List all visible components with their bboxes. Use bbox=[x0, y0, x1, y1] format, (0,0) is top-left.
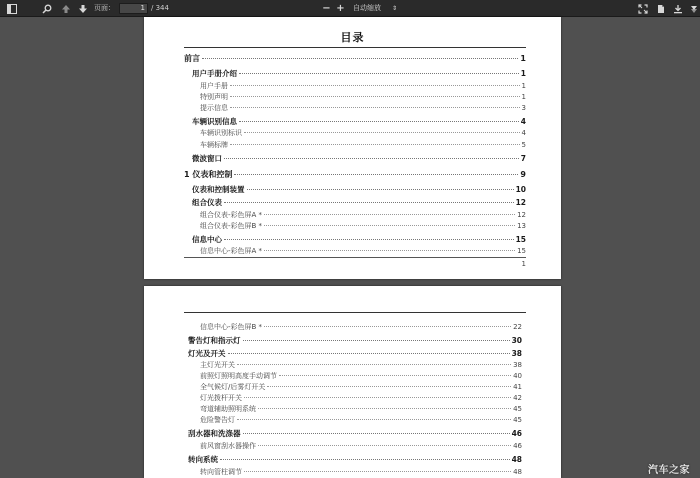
toc-entry-label: 特别声明 bbox=[200, 93, 228, 101]
leader-dots bbox=[202, 58, 518, 59]
leader-dots bbox=[243, 433, 510, 434]
toc-entry[interactable] bbox=[200, 81, 526, 91]
leader-dots bbox=[239, 73, 519, 74]
leader-dots bbox=[230, 96, 520, 97]
toc-entry-page: 38 bbox=[513, 361, 522, 369]
toc-entry-page: 1 bbox=[521, 82, 526, 90]
toc-entry-page: 9 bbox=[520, 170, 526, 179]
toc-entry-label: 前风窗刮水器操作 bbox=[200, 442, 256, 450]
toc-entry-page: 46 bbox=[511, 429, 522, 438]
next-page-icon[interactable] bbox=[76, 2, 89, 15]
page-number-input[interactable]: 1 bbox=[119, 3, 148, 14]
toc-entry-page: 48 bbox=[513, 468, 522, 476]
footer-divider bbox=[184, 257, 526, 258]
leader-dots bbox=[258, 445, 511, 446]
leader-dots bbox=[264, 225, 515, 226]
leader-dots bbox=[234, 174, 518, 175]
leader-dots bbox=[258, 408, 511, 409]
toc-entry[interactable] bbox=[188, 348, 522, 359]
toc-entry-label: 转向系统 bbox=[188, 455, 218, 464]
sidebar-toggle-icon[interactable] bbox=[5, 2, 18, 15]
toc-entry-page: 4 bbox=[521, 129, 526, 137]
toc-entry[interactable] bbox=[188, 428, 522, 439]
toc-entry-label: 信息中心-彩色屏B * bbox=[200, 323, 263, 331]
toc-entry[interactable] bbox=[200, 393, 522, 403]
toc-entry-label: 警告灯和指示灯 bbox=[188, 336, 241, 345]
tools-menu-icon[interactable] bbox=[687, 2, 700, 15]
toc-entry-label: 前言 bbox=[184, 54, 200, 63]
pdf-page-2 bbox=[144, 286, 561, 478]
leader-dots bbox=[244, 132, 520, 133]
toc-entry-page: 3 bbox=[521, 104, 526, 112]
toc-entry[interactable] bbox=[188, 335, 522, 346]
toc-entry[interactable] bbox=[192, 234, 526, 245]
toc-entry[interactable] bbox=[200, 221, 526, 231]
toc-entry[interactable] bbox=[192, 153, 526, 164]
toc-entry-page: 38 bbox=[511, 349, 522, 358]
toc-entry-page: 40 bbox=[513, 372, 522, 380]
toc-entry[interactable] bbox=[200, 404, 522, 414]
toc-entry-label: 用户手册 bbox=[200, 82, 228, 90]
toc-entry[interactable] bbox=[200, 415, 522, 425]
toc-entry-label: 弯道辅助照明系统 bbox=[200, 405, 256, 413]
zoom-out-button[interactable]: − bbox=[322, 3, 331, 14]
toc-entry[interactable] bbox=[200, 246, 526, 256]
toc-entry-page: 22 bbox=[513, 323, 522, 331]
leader-dots bbox=[279, 375, 511, 376]
toc-entry-page: 41 bbox=[513, 383, 522, 391]
leader-dots bbox=[224, 202, 514, 203]
toc-entry-page: 13 bbox=[517, 222, 526, 230]
title-divider bbox=[184, 47, 526, 48]
toc-entry[interactable] bbox=[200, 92, 526, 102]
toc-entry-page: 4 bbox=[520, 117, 526, 126]
toc-entry[interactable] bbox=[184, 53, 526, 64]
toc-entry-page: 48 bbox=[511, 455, 522, 464]
toc-entry-label: 车辆识别标识 bbox=[200, 129, 242, 137]
toc-entry-label: 组合仪表-彩色屏B * bbox=[200, 222, 263, 230]
leader-dots bbox=[244, 397, 511, 398]
chevron-updown-icon: ⇕ bbox=[391, 5, 397, 12]
toc-entry-page: 42 bbox=[513, 394, 522, 402]
page-total: / 344 bbox=[151, 4, 169, 12]
leader-dots bbox=[220, 459, 510, 460]
toc-entry-label: 车辆识别信息 bbox=[192, 117, 237, 126]
leader-dots bbox=[244, 471, 511, 472]
toc-title: 目录 bbox=[340, 31, 365, 44]
leader-dots bbox=[264, 326, 511, 327]
search-icon[interactable] bbox=[40, 2, 53, 15]
pdf-page-1 bbox=[144, 17, 561, 279]
toc-entry[interactable] bbox=[192, 197, 526, 208]
watermark-logo: 汽车之家 bbox=[648, 465, 690, 476]
toc-entry[interactable] bbox=[200, 210, 526, 220]
leader-dots bbox=[230, 107, 520, 108]
page-label: 页面： bbox=[94, 4, 115, 12]
header-divider bbox=[184, 312, 526, 313]
toc-entry[interactable] bbox=[200, 441, 522, 451]
toc-entry[interactable] bbox=[200, 103, 526, 113]
toc-entry-label: 提示信息 bbox=[200, 104, 228, 112]
toc-entry[interactable] bbox=[200, 371, 522, 381]
toc-entry-label: 信息中心 bbox=[192, 235, 222, 244]
toc-entry-page: 5 bbox=[521, 141, 526, 149]
previous-page-icon[interactable] bbox=[59, 2, 72, 15]
toc-entry-page: 12 bbox=[517, 211, 526, 219]
toc-entry-page: 15 bbox=[517, 247, 526, 255]
toc-entry-label: 刮水器和洗涤器 bbox=[188, 429, 241, 438]
page-footer bbox=[184, 260, 526, 268]
toc-entry-page: 10 bbox=[515, 185, 526, 194]
toc-entry-label: 转向管柱调节 bbox=[200, 468, 242, 476]
viewer-toolbar bbox=[0, 0, 700, 17]
download-icon[interactable] bbox=[671, 2, 684, 15]
toc-entry[interactable] bbox=[200, 128, 526, 138]
toc-entry-label: 组合仪表 bbox=[192, 198, 222, 207]
toc-entry[interactable] bbox=[192, 116, 526, 127]
toc-entry-page: 12 bbox=[515, 198, 526, 207]
toc-entry-label: 组合仪表-彩色屏A * bbox=[200, 211, 263, 219]
leader-dots bbox=[230, 85, 520, 86]
toc-entry[interactable] bbox=[200, 382, 522, 392]
leader-dots bbox=[237, 419, 511, 420]
zoom-select[interactable] bbox=[348, 3, 400, 14]
toc-entry-page: 1 bbox=[520, 54, 526, 63]
toc-entry[interactable] bbox=[188, 454, 522, 465]
toc-entry-page: 1 bbox=[520, 69, 526, 78]
toc-entry-page: 30 bbox=[511, 336, 522, 345]
toc-entry[interactable] bbox=[200, 140, 526, 150]
toc-entry-label: 信息中心-彩色屏A * bbox=[200, 247, 263, 255]
toc-entry[interactable] bbox=[200, 360, 522, 370]
toc-entry-page: 15 bbox=[515, 235, 526, 244]
toc-entry-page: 46 bbox=[513, 442, 522, 450]
toc-entry-page: 45 bbox=[513, 416, 522, 424]
leader-dots bbox=[230, 144, 520, 145]
toc-entry[interactable] bbox=[184, 169, 526, 180]
toc-entry-page: 45 bbox=[513, 405, 522, 413]
leader-dots bbox=[224, 158, 519, 159]
toc-entry-label: 用户手册介绍 bbox=[192, 69, 237, 78]
toc-entry[interactable] bbox=[200, 322, 522, 332]
leader-dots bbox=[239, 121, 519, 122]
leader-dots bbox=[264, 250, 515, 251]
toc-entry-label: 1 仪表和控制 bbox=[184, 170, 233, 179]
toc-entry-page: 7 bbox=[520, 154, 526, 163]
toc-entry-label: 前照灯照明高度手动调节 bbox=[200, 372, 277, 380]
toc-entry-label: 仪表和控制装置 bbox=[192, 185, 245, 194]
open-file-icon[interactable] bbox=[654, 2, 667, 15]
leader-dots bbox=[228, 353, 510, 354]
leader-dots bbox=[237, 364, 511, 365]
fullscreen-icon[interactable] bbox=[636, 2, 649, 15]
page-footer-number: 1 bbox=[521, 260, 526, 268]
leader-dots bbox=[267, 386, 511, 387]
leader-dots bbox=[224, 239, 514, 240]
toc-entry-label: 车辆标牌 bbox=[200, 141, 228, 149]
toc-entry-label: 危险警告灯 bbox=[200, 416, 235, 424]
toc-entry-label: 主灯光开关 bbox=[200, 361, 235, 369]
toc-entry-label: 微波窗口 bbox=[192, 154, 222, 163]
zoom-select-value: 自动缩放 bbox=[353, 4, 381, 12]
toc-entry-label: 灯光及开关 bbox=[188, 349, 226, 358]
leader-dots bbox=[243, 340, 510, 341]
leader-dots bbox=[264, 214, 515, 215]
toc-entry[interactable] bbox=[192, 68, 526, 79]
toc-entry-label: 灯光拨杆开关 bbox=[200, 394, 242, 402]
toc-entry-label: 全气候灯/后雾灯开关 bbox=[200, 383, 266, 391]
zoom-in-button[interactable]: + bbox=[336, 3, 345, 14]
toc-entry[interactable] bbox=[192, 184, 526, 195]
toc-entry-page: 1 bbox=[521, 93, 526, 101]
toc-entry[interactable] bbox=[200, 467, 522, 477]
leader-dots bbox=[247, 189, 514, 190]
